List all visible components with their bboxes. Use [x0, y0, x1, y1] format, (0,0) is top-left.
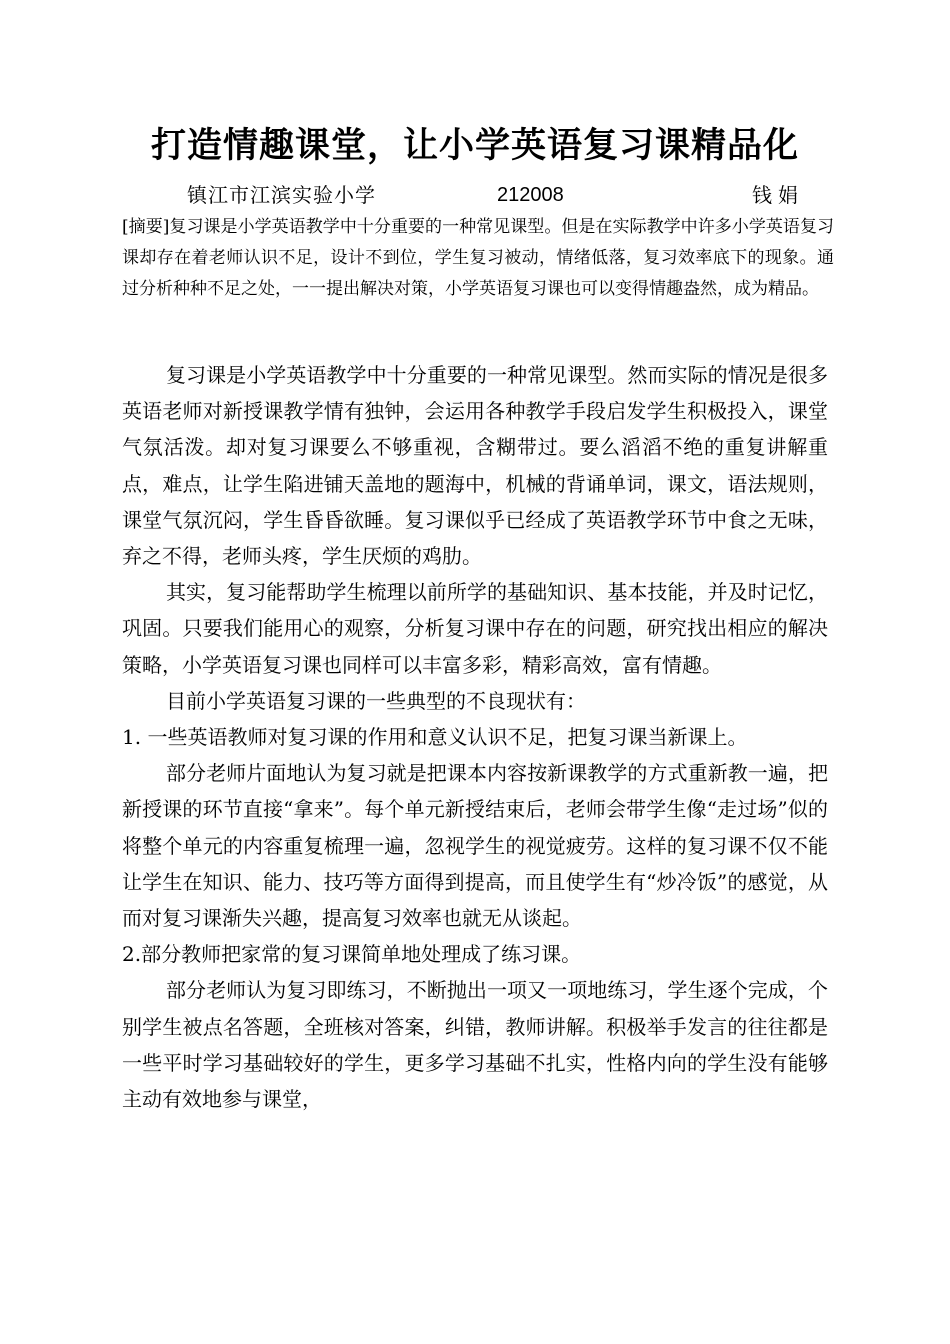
paragraph: 部分老师认为复习即练习，不断抛出一项又一项地练习，学生逐个完成，个别学生被点名答题，全班核对答案，纠错，教师讲解。积极举手发言的往往都是一些平时学习基础较好的学生，更多学习基础不扎实，性格内向的学生没有能够主动有效地参与课堂， — [122, 978, 828, 1112]
author-school: 镇江市江滨实验小学 — [187, 183, 376, 207]
paragraph: 部分老师片面地认为复习就是把课本内容按新课教学的方式重新教一遍，把新授课的环节直接“拿来”。每个单元新授结束后，老师会带学生像“走过场”似的将整个单元的内容重复梳理一遍，忽视学生的视觉疲劳。这样的复习课不仅不能让学生在知识、能力、技巧等方面得到提高，而且使学生有“炒冷饭”的感觉，从而对复习课渐失兴趣，提高复习效率也就无从谈起。 — [122, 761, 828, 931]
document-title: 打造情趣课堂，让小学英语复习课精品化 — [150, 126, 799, 166]
postcode: 212008 — [497, 184, 564, 206]
list-heading-1: 1. 一些英语教师对复习课的作用和意义认识不足，把复习课当新课上。 — [122, 725, 748, 750]
body-text — [122, 357, 828, 1117]
paragraph: 其实，复习能帮助学生梳理以前所学的基础知识、基本技能，并及时记忆，巩固。只要我们能用心的观察，分析复习课中存在的问题，研究找出相应的解决策略，小学英语复习课也同样可以丰富多彩，精彩高效，富有情趣。 — [122, 580, 828, 677]
abstract: [摘要]复习课是小学英语教学中十分重要的一种常见课型。但是在实际教学中许多小学英语复习课却存在着老师认识不足，设计不到位，学生复习被动，情绪低落，复习效率底下的现象。通过分析种种不足之处，一一提出解决对策，小学英语复习课也可以变得情趣盎然，成为精品。 — [122, 217, 834, 299]
list-heading-2: 2.部分教师把家常的复习课简单地处理成了练习课。 — [122, 942, 582, 967]
paragraph: 目前小学英语复习课的一些典型的不良现状有： — [166, 688, 586, 713]
author-name: 钱娟 — [752, 183, 804, 207]
paragraph: 复习课是小学英语教学中十分重要的一种常见课型。然而实际的情况是很多英语老师对新授课教学情有独钟，会运用各种教学手段启发学生积极投入，课堂气氛活泼。却对复习课要么不够重视，含糊带过。要么滔滔不绝的重复讲解重点，难点，让学生陷进铺天盖地的题海中，机械的背诵单词，课文，语法规则，课堂气氛沉闷，学生昏昏欲睡。复习课似乎已经成了英语教学环节中食之无味，弃之不得，老师头疼，学生厌烦的鸡肋。 — [122, 363, 828, 569]
